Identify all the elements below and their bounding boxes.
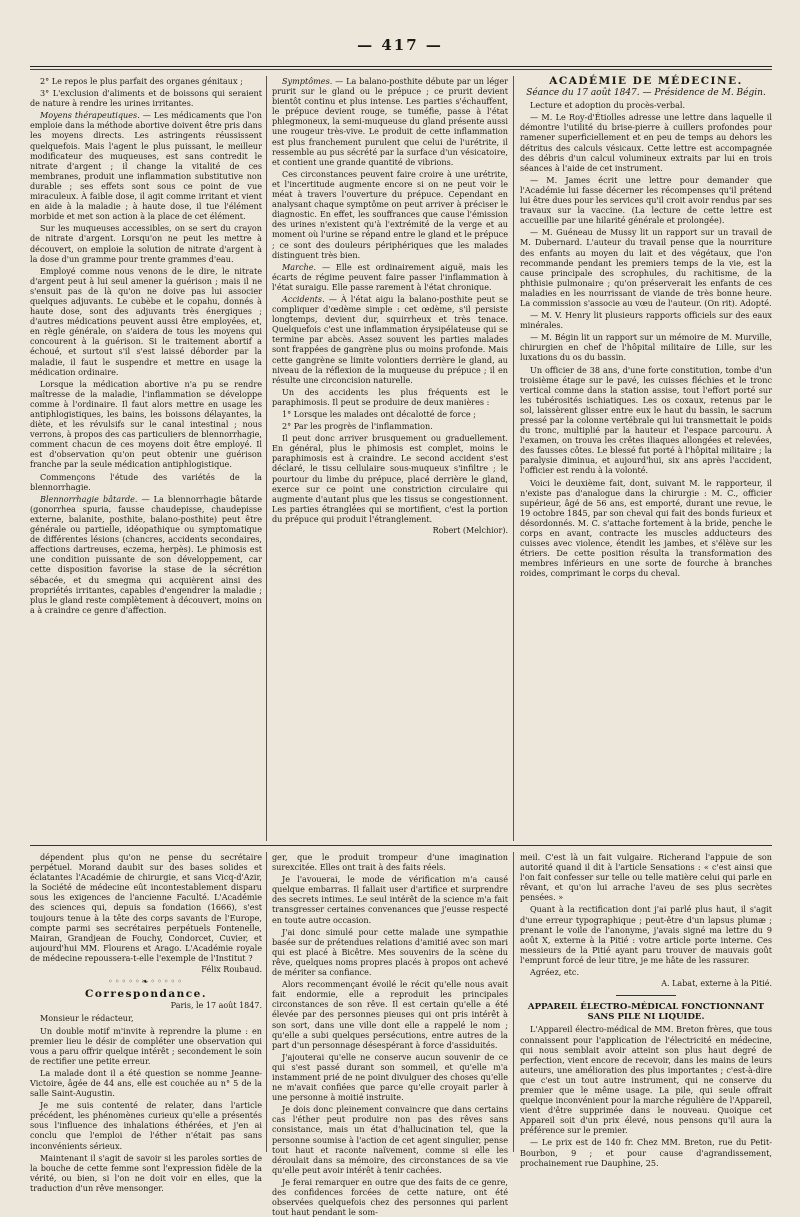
paragraph: Alors recommençant évoilé le récit qu'elle nous avait fait endormie, elle a reproduit les principales circonstances de son rêve. Il est certain qu'elle a été élevée par des personnes pieuses qui ont pris intérêt à son sort, dans une ville dont elle a rappelé le nom ; qu'elle a subi quelques persécutions, entre autres de la part d'un personnage désespérant à force d'assiduités. (272, 979, 508, 1050)
paragraph: Sur les muqueuses accessibles, on se sert du crayon de nitrate d'argent. Lorsqu'on ne peut les mettre à découvert, on emploie la solution de nitrate d'argent à la dose d'un gramme pour trente grammes d'eau. (30, 223, 262, 264)
column-3 (520, 76, 772, 841)
paragraph: J'ai donc simulé pour cette malade une sympathie basée sur de prétendues relations d'amitié avec son mari qui est placé à Bicêtre. Mes souvenirs de la scène du rêve, quelques noms propres placés à propos ont achevé de mériter sa confiance. (272, 926, 508, 978)
paragraph: Maintenant il s'agit de savoir si les paroles sorties de la bouche de cette femme sont l'expression fidèle de la vérité, ou bien, si l'on ne doit voir en elles, que la traduction d'un rêve mensonger. (30, 1152, 262, 1193)
paragraph: meil. C'est là un fait vulgaire. Richerand l'appuie de son autorité quand il dit à l'article Sensations : « c'est ainsi que l'on fait confesser sur telle ou telle matière celui qui parle en rêvant, et qu'on lui arrache l'aveu de ses plus secrètes pensées. » (520, 852, 772, 903)
paragraph: Lecture et adoption du procès-verbal. (530, 100, 686, 111)
column-divider (513, 76, 514, 841)
paragraph: Monsieur le rédacteur, (40, 1013, 134, 1024)
run-in-heading: Accidents. (282, 293, 325, 304)
paragraph: Je me suis contenté de relater, dans l'article précédent, les phénomènes curieux qu'elle a présentés sous l'influence des inhalations éthérées, et j'en ai conclu que l'emploi de l'éther n'était pas sans inconvénients sérieux. (30, 1100, 262, 1151)
paragraph: Ces circonstances peuvent faire croire à une urétrite, et l'incertitude augmente encore si on ne peut voir le méat à travers l'ouverture du prépuce. Cependant en analysant chaque symptôme on peut arriver à préciser le diagnostic. En effet, les souffrances que cause l'émission des urines n'existent qu'à l'extrémité de la verge et au moment où l'urine se répand entre le gland et le prépuce ; ce sont des douleurs périphériques que les malades distinguent très bien. (272, 168, 508, 260)
paragraph: — M. V. Henry lit plusieurs rapports officiels sur des eaux minérales. (520, 310, 772, 331)
paragraph-text: — La blennorrhagie bâtarde (gonorrhea spuria, fausse chaudepisse, chaudepisse externe, balanite, posthite, balano-posthite) peut être générale ou partielle, idéopathique ou symptomatique de différentes lésions (chancres, accidents secondaires, affections dartreuses, eczema, herpès). Le phimosis est une condition puissante de son développement, car cette disposition favorise la stase de la sécrétion sébacée, et du smegma qui acquièrent ainsi des propriétés irritantes, capables d'engendrer la maladie ; plus le gland reste complètement à découvert, moins on a à craindre ce genre d'affection. (30, 493, 262, 615)
column-divider (266, 852, 267, 1152)
paragraph: — M. James écrit une lettre pour demander que l'Académie lui fasse décerner les récompenses qu'il prétend lui être dues pour les services qu'il croit avoir rendus par ses travaux sur la vaccine. (La lecture de cette lettre est accueillie par une hilarité générale et prolongée). (520, 174, 772, 226)
column-2 (272, 76, 508, 841)
paragraph: — Le prix est de 140 fr. Chez MM. Breton, rue du Petit-Bourbon, 9 ; et pour cause d'agrandissement, prochainement rue Dauphine, 25. (520, 1137, 772, 1168)
paragraph-text: — Les médicaments que l'on emploie dans la méthode abortive doivent être pris dans les moyens directs. Les astringents réussissent quelquefois. Mais l'agent le plus puissant, le meilleur modificateur des muqueuses, est sans contredit le nitrate d'argent ; il change la vitalité de ces membranes, produit une inflammation substitutive non durable ; ses effets sont sous ce point de vue miraculeux. À faible dose, il agit comme irritant et vient en aide à la maladie ; à haute dose, il tue l'élément morbide et met son action à la place de cet élément. (30, 110, 262, 222)
ornament-divider: ◦◦◦◦◦❧◦◦◦◦◦ (108, 977, 184, 987)
paragraph: Un double motif m'invite à reprendre la plume : en premier lieu le désir de compléter une observation qui vous a paru offrir quelque intérêt ; secondement le soin de rectifier une petite erreur. (30, 1025, 262, 1066)
signature: Robert (Melchior). (432, 526, 508, 536)
column-divider (266, 76, 267, 841)
paragraph-text: — Elle est ordinairement aiguë, mais les écarts de régime peuvent faire passer l'inflammation à l'état suraigu. Elle passe rarement à l'état chronique. (272, 261, 508, 292)
section-title: Correspondance. (84, 988, 207, 1001)
dateline: Paris, le 17 août 1847. (170, 1001, 262, 1011)
advert-title: APPAREIL ÉLECTRO-MÉDICAL FONCTIONNANT SANS PILE NI LIQUIDE. (527, 1002, 765, 1023)
paragraph-text: — À l'état aigu la balano-posthite peut se compliquer d'œdème simple : cet œdème, s'il persiste longtemps, devient dur, squirrheux et très tenace. Quelquefois c'est une inflammation érysipélateuse qui se termine par abcès. Assez souvent les parties malades sont frappées de gangrène plus ou moins profonde. Mais cette gangrène se limite volontiers derrière le gland, au niveau de la réflexion de la muqueuse du prépuce ; il en résulte une circoncision naturelle. (272, 293, 508, 385)
section-title: ACADÉMIE DE MÉDECINE. (549, 75, 743, 87)
paragraph: — M. Guéneau de Mussy lit un rapport sur un travail de M. Dubernard. L'auteur du travail pense que la nourriture des enfants au moyen du lait et des végétaux, que l'on recommande pendant les premiers temps de la vie, est la cause principale des scrophules, du rachitisme, de la phthisie pulmonaire ; qu'on préserverait les enfants de ces maladies en les nourrissant de viande de très bonne heure. La commission s'associe au vœu de l'auteur. (On rit). Adopté. (520, 227, 772, 308)
list-item: 1° Lorsque les malades ont décalotté de force ; (282, 409, 476, 419)
paragraph: Commençons l'étude des variétés de la blennorrhagie. (30, 471, 262, 492)
run-in-heading: Moyens thérapeutiques. (40, 110, 140, 121)
paragraph: Lorsque la médication abortive n'a pu se rendre maîtresse de la maladie, l'inflammation se développe comme à l'ordinaire. Il faut alors mettre en usage les antiphlogistiques, les bains, les boissons délayantes, la diète, et les révulsifs sur le canal intestinal ; nous verrons, à propos des cas particuliers de blennorrhagie, comment chacun de ces moyens doit être employé. Il est d'observation qu'on peut obtenir une guérison franche par la seule médication antiphlogistique. (30, 378, 262, 470)
paragraph: — M. Le Roy-d'Étiolles adresse une lettre dans laquelle il démontre l'utilité du brise-pierre à cuillers profondes pour ramener superficiellement et en peu de temps au dehors les détritus des calculs vésicaux. Cette lettre est accompagnée des débris d'un calcul volumineux extraits par lui en trois séances à l'aide de cet instrument. (520, 112, 772, 173)
run-in-heading: Symptômes. (282, 76, 333, 86)
paragraph (272, 262, 508, 292)
paragraph: Il peut donc arriver brusquement ou graduellement. En général, plus le phimosis est complet, moins le paraphimosis est à craindre. Le second accident s'est déclaré, le tissu cellulaire sous-muqueux s'infiltre ; le pourtour du limbe du prépuce, placé derrière le gland, exerce sur ce point une constriction circulaire qui augmente d'autant plus que les tissus se congestionnent. Les parties étranglées qui se mortifient, c'est la portion du prépuce qui produit l'étranglement. (272, 433, 508, 524)
paragraph (272, 76, 508, 167)
paragraph: ger, que le produit trompeur d'une imagination surexcitée. Elles ont trait à des faits réels. (272, 852, 508, 873)
signature: Félix Roubaud. (201, 965, 262, 975)
paragraph: Je dois donc pleinement convaincre que dans certains cas l'éther peut produire non pas des rêves sans consistance, mais un état d'hallucination tel, que la personne soumise à l'action de cet agent singulier, pense tout haut et raconte naïvement, comme si elle les déroulait dans sa mémoire, des circonstances de sa vie qu'elle peut avoir intérêt à tenir cachées. (272, 1104, 508, 1175)
column-6 (520, 852, 772, 1168)
page-number: — 417 — (357, 36, 443, 54)
paragraph: Je l'avouerai, le mode de vérification m'a causé quelque embarras. Il fallait user d'artifice et surprendre des secrets intimes. Le seul intérêt de la science m'a fait transgresser certaines convenances que j'eusse respecté en toute autre occasion. (272, 874, 508, 925)
top-rule (30, 66, 772, 67)
paragraph: Quant à la rectification dont j'ai parlé plus haut, il s'agit d'une erreur typographique ; peut-être d'un lapsus plumæ ; prenant le voile de l'anonyme, j'avais signé ma lettre du 9 août X, externe à la Pitié : votre article porte interne. Ces messieurs de la Pitié ayant paru trouver de mauvais goût l'emprunt forcé de leur titre, je me hâte de les rassurer. (520, 904, 772, 965)
run-in-heading: Blennorrhagie bâtarde. (40, 493, 138, 504)
column-divider (513, 852, 514, 1152)
section-divider (30, 845, 772, 846)
paragraph: Agréez, etc. (530, 967, 580, 978)
column-1 (30, 76, 262, 841)
paragraph: Un des accidents les plus fréquents est le paraphimosis. Il peut se produire de deux manières : (272, 386, 508, 407)
paragraph: dépendent plus qu'on ne pense du secrétaire perpétuel. Morand daubit sur des bases solides et éclatantes l'Académie de chirurgie, et sans Vicq-d'Azir, la Société de médecine eût incontestablement disparu sous les exigences de l'ancienne Faculté. L'Académie des sciences qui, depuis sa fondation (1666), s'est toujours tenue à la tête des corps savants de l'Europe, compte parmi ses secrétaires perpétuels Fontenelle, Mairan, Grandjean de Fouchy, Condorcet, Cuvier, et aujourd'hui MM. Flourens et Arago. L'Académie royale de médecine repoussera-t-elle l'exemple de l'Institut ? (30, 852, 262, 963)
paragraph: Voici le deuxième fait, dont, suivant M. le rapporteur, il n'existe pas d'analogue dans la chirurgie : M. C., officier supérieur, âgé de 56 ans, est emporté, durant une revue, le 19 octobre 1845, par son cheval qui fait des bonds furieux et désordonnés. M. C. s'attache fortement à la bride, penche le corps en avant, contracte les muscles adducteurs des cuisses avec violence, étendit les jambes, et s'élève sur les étriers. De cette position résulta la transformation des membres inférieurs en une sorte de fourche à branches roides, comprimant le corps du cheval. (520, 477, 772, 579)
signature: A. Labat, externe à la Pitié. (661, 979, 772, 989)
run-in-heading: Marche. (282, 261, 317, 272)
paragraph (272, 294, 508, 385)
session-line: Séance du 17 août 1847. — Présidence de M. Bégin. (526, 88, 766, 99)
paragraph (30, 110, 262, 221)
paragraph: Un officier de 38 ans, d'une forte constitution, tombe d'un troisième étage sur le pavé, les cuisses fléchies et le tronc vertical comme dans la station assise, tout l'effort porté sur les tubérosités ischiatiques. Les os coxaux, retenus par le sol, laissèrent glisser entre eux le haut du bassin, le sacrum pressé par la colonne vertébrale qui lui transmettait le poids du tronc, multiplié par la hauteur et l'espace parcouru. À l'examen, on trouva les crêtes iliaques allongées et relevées, des fausses côtes. Le blessé fut porté à l'hôpital militaire ; la paralysie diminua, et aujourd'hui, six ans après l'accident, l'officier est rendu à la volonté. (520, 364, 772, 476)
list-item: 2° Par les progrès de l'inflammation. (282, 421, 433, 432)
divider (616, 995, 676, 996)
paragraph: J'ajouterai qu'elle ne conserve aucun souvenir de ce qui s'est passé durant son sommeil, et qu'elle m'a instamment prié de ne point divulguer des choses qu'elle ne m'avait confiées que parce qu'elle croyait parler à une personne à moitié instruite. (272, 1051, 508, 1103)
paragraph: 2° Le repos le plus parfait des organes génitaux ; (40, 76, 243, 86)
paragraph (30, 494, 262, 615)
paragraph: La malade dont il a été question se nomme Jeanne-Victoire, âgée de 44 ans, elle est couchée au n° 5 de la salle Saint-Augustin. (30, 1067, 262, 1099)
paragraph: 3° L'exclusion d'aliments et de boissons qui seraient de nature à rendre les urines irritantes. (30, 88, 262, 109)
column-4 (30, 852, 262, 1193)
top-rule-thin (30, 69, 772, 70)
paragraph-text: — La balano-posthite débute par un léger prurit sur le gland ou le prépuce ; ce prurit devient bientôt continu et plus intense. Les parties s'échauffent, le prépuce devient rouge, se tuméfie, passe à l'état phlegmoneux, la semi-muqueuse du gland présente aussi une rougeur très-vive. Le produit de cette inflammation est plus franchement purulent que celui de l'urétrite, il ressemble au pus sécrété par la surface d'un vésicatoire, et contient une grande quantité de vibrions. (272, 76, 508, 167)
paragraph: Employé comme nous venons de le dire, le nitrate d'argent peut à lui seul amener la guérison ; mais il ne s'ensuit pas de là qu'on ne doive pas lui associer quelques adjuvants. Le cubèbe et le copahu, donnés à haute dose, sont des adjuvants très énergiques ; d'autres médications peuvent aussi être employées, et, en règle générale, on s'aidera de tous les moyens qui concourent à la guérison. Si le traitement abortif a échoué, et surtout s'il s'est laissé déborder par la maladie, il faut le suspendre et mettre en usage la médication ordinaire. (30, 265, 262, 377)
paragraph: Je ferai remarquer en outre que des faits de ce genre, des confidences forcées de cette nature, ont été observées quelquefois chez des personnes qui parlent tout haut pendant le som- (272, 1176, 508, 1217)
column-5 (272, 852, 508, 1217)
paragraph: — M. Bégin lit un rapport sur un mémoire de M. Murville, chirurgien en chef de l'hôpital militaire de Lille, sur les luxations du os du bassin. (520, 332, 772, 363)
paragraph: L'Appareil électro-médical de MM. Breton frères, que tous connaissent pour l'application de l'électricité en médecine, qui nous semblait avoir atteint son plus haut degré de perfection, vient encore de recevoir, dans les mains de leurs auteurs, une amélioration des plus importantes ; c'est-à-dire que c'est un tout autre instrument, qui ne conserve du premier que le même usage. La pile, qui seule offrait quelque inconvénient pour la marche régulière de l'Appareil, vient d'être supprimée dans le nouveau. Quoique cet Appareil soit d'un prix élevé, nous pensons qu'il aura la préférence sur le premier. (520, 1024, 772, 1136)
